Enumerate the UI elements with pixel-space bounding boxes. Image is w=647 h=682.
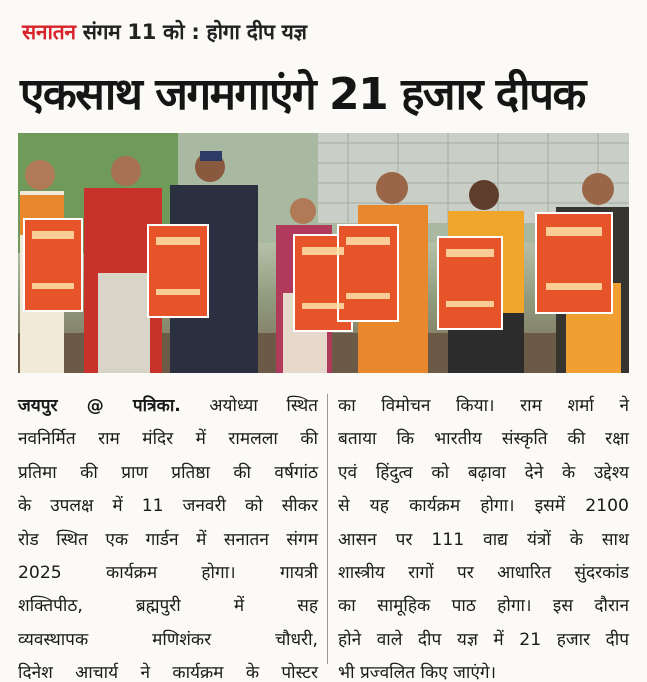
body-line: का विमोचन किया। राम शर्मा ने — [338, 396, 629, 416]
body-line: प्रतिमा की प्राण प्रतिष्ठा की वर्षगांठ — [18, 462, 318, 483]
body-line: शास्त्रीय रागों पर आधारित सुंदरकांड — [338, 563, 629, 584]
body-line: एवं हिंदुत्व को बढ़ावा देने के उद्देश्य — [338, 462, 629, 483]
poster-launch-illustration — [18, 133, 629, 373]
body-line: शक्तिपीठ, ब्रह्मपुरी में सह — [18, 596, 318, 617]
body-line: नवनिर्मित राम मंदिर में रामलला की — [18, 429, 318, 450]
column-right — [338, 390, 629, 682]
article-body — [18, 390, 629, 682]
body-line: दिनेश आचार्य ने कार्यक्रम के पोस्टर — [18, 663, 318, 682]
body-line: से यह कार्यक्रम होगा। इसमें 2100 — [338, 496, 629, 517]
body-line: का सामूहिक पाठ होगा। इस दौरान — [338, 596, 629, 617]
body-line: 2025 कार्यक्रम होगा। गायत्री — [18, 563, 318, 584]
body-line: बताया कि भारतीय संस्कृति की रक्षा — [338, 429, 629, 450]
body-line: होने वाले दीप यज्ञ में 21 हजार दीप — [338, 629, 629, 650]
body-line: व्यवस्थापक मणिशंकर चौधरी, — [18, 629, 318, 650]
dateline: जयपुर @ पत्रिका. — [18, 396, 181, 416]
body-line: के उपलक्ष में 11 जनवरी को सीकर — [18, 496, 318, 517]
kicker-text: संगम 11 को : होगा दीप यज्ञ — [82, 20, 307, 44]
headline: एकसाथ जगमगाएंगे 21 हजार दीपक — [20, 69, 585, 120]
body-line-text: अयोध्या स्थित — [209, 396, 318, 416]
column-left — [18, 390, 318, 682]
news-photo — [18, 133, 629, 373]
body-line — [18, 390, 318, 423]
body-line: भी प्रज्वलित किए जाएंगे। — [338, 663, 497, 682]
column-divider — [327, 394, 328, 664]
body-line: आसन पर 111 वाद्य यंत्रों के साथ — [338, 529, 629, 550]
kicker-line — [22, 18, 307, 46]
kicker-accent: सनातन — [22, 20, 76, 44]
body-line: रोड स्थित एक गार्डन में सनातन संगम — [18, 529, 318, 550]
